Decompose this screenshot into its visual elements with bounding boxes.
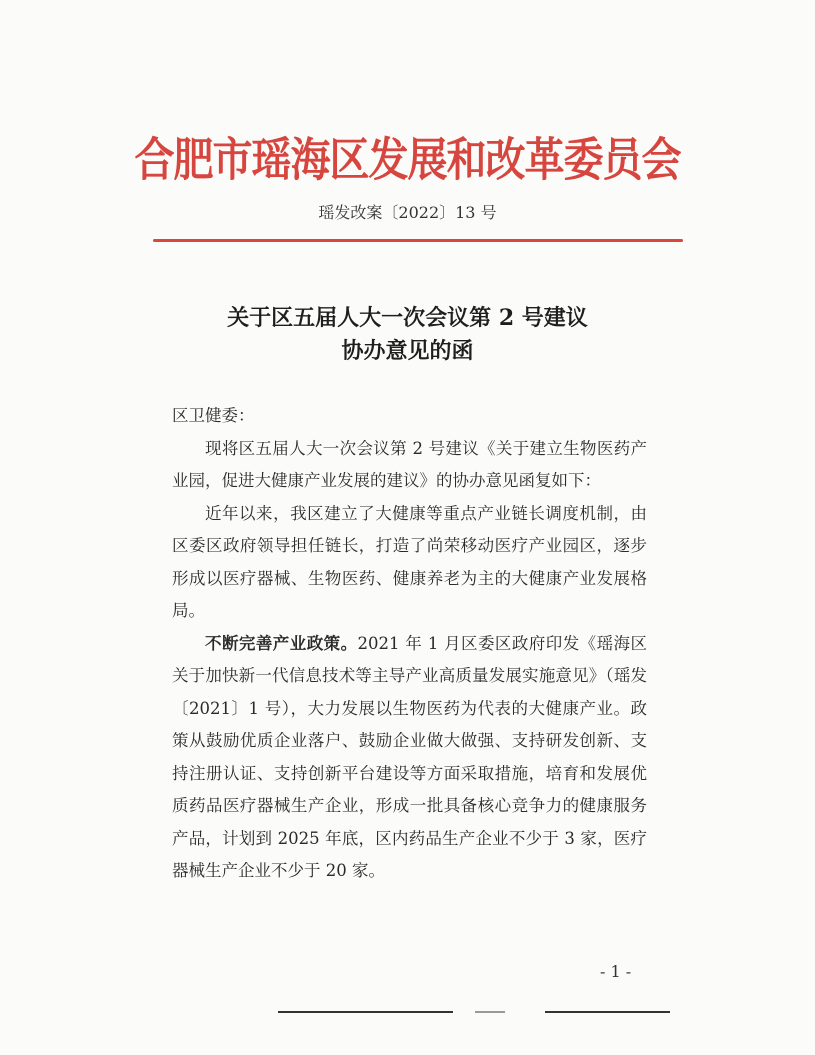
title-line-2: 协办意见的函: [341, 338, 474, 364]
paragraph-1: 现将区五届人大一次会议第 2 号建议《关于建立生物医药产业园，促进大健康产业发展的建议》的协办意见函复如下：: [172, 438, 647, 490]
page-number: - 1 -: [600, 962, 632, 981]
paragraph-2: 近年以来，我区建立了大健康等重点产业链长调度机制，由区委区政府领导担任链长，打造了尚荣移动医疗产业园区，逐步形成以医疗器械、生物医药、健康养老为主的大健康产业发展格局。: [172, 503, 647, 620]
red-divider-line: [153, 239, 683, 242]
scan-edge-line: [278, 1011, 453, 1013]
scan-edge-line: [475, 1011, 505, 1013]
paragraph-3-heading: 不断完善产业政策。: [205, 633, 358, 653]
issuing-organization-header: 合肥市瑶海区发展和改革委员会: [134, 132, 681, 187]
title-line-1: 关于区五届人大一次会议第 2 号建议: [227, 305, 588, 331]
document-title: [0, 302, 815, 368]
paragraph-3: [172, 628, 647, 888]
document-number: 瑶发改案〔2022〕13 号: [318, 203, 497, 222]
salutation: 区卫健委：: [172, 406, 255, 425]
scan-edge-line: [545, 1011, 670, 1013]
paragraph-3-text: 2021 年 1 月区委区政府印发《瑶海区关于加快新一代信息技术等主导产业高质量发展实施意见》（瑶发〔2021〕1 号），大力发展以生物医药为代表的大健康产业。政策从鼓励优质企业落户、鼓励企业做大做强、支持研发创新、支持注册认证、支持创新平台建设等方面采取措施，培育和发展优质药品医疗器械生产企业，形成一批具备核心竞争力的健康服务产品，计划到 2025 年底，区内药品生产企业不少于 3 家，医疗器械生产企业不少于 20 家。: [172, 633, 647, 880]
document-body: [172, 400, 647, 888]
